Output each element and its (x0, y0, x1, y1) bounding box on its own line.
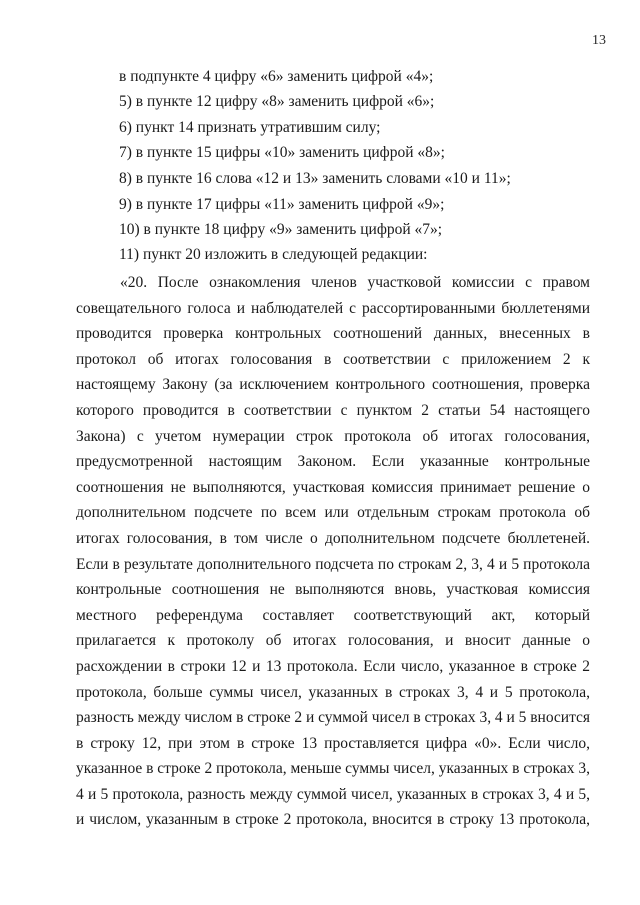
paragraph-line: настоящему Закону (за исключением контрольного соотношения, проверка (76, 376, 590, 394)
paragraph-line: и числом, указанным в строке 2 протокола, вносится в строку 13 протокола, (76, 811, 590, 829)
list-item: 9) в пункте 17 цифры «11» заменить цифрой «9»; (119, 196, 445, 213)
paragraph-line: которого проводится в соответствии с пунктом 2 статьи 54 настоящего (76, 401, 590, 419)
paragraph-line: прилагается к протоколу об итогах голосования, и вносит данные о (76, 632, 590, 650)
paragraph-line: протокол об итогах голосования в соответствии с приложением 2 к (76, 350, 590, 368)
paragraph-line: совещательного голоса и наблюдателей с рассортированными бюллетенями (76, 299, 590, 317)
paragraph-line: соотношения не выполняются, участковая комиссия принимает решение о (76, 478, 590, 496)
paragraph-20 (76, 270, 590, 833)
paragraph-line: местного референдума составляет соответствующий акт, который (76, 606, 590, 624)
paragraph-line: протокола, больше суммы чисел, указанных в строках 3, 4 и 5 протокола, (76, 683, 590, 701)
page-number: 13 (592, 33, 606, 48)
list-item: 5) в пункте 12 цифру «8» заменить цифрой «6»; (119, 93, 435, 110)
paragraph-line: в строку 12, при этом в строке 13 проставляется цифра «0». Если число, (76, 734, 590, 752)
list-item: 11) пункт 20 изложить в следующей редакции: (119, 246, 428, 263)
list-item: 10) в пункте 18 цифру «9» заменить цифрой «7»; (119, 221, 443, 238)
paragraph-line: итогах голосования, в том числе о дополнительном подсчете бюллетеней. (76, 529, 590, 547)
paragraph-line: дополнительном подсчете по всем или отдельным строкам протокола об (76, 504, 590, 522)
list-item: в подпункте 4 цифру «6» заменить цифрой «4»; (119, 68, 434, 85)
paragraph-line: контрольные соотношения не выполняются вновь, участковая комиссия (76, 581, 590, 599)
paragraph-line: указанное в строке 2 протокола, меньше суммы чисел, указанных в строках 3, (76, 760, 590, 778)
list-item: 6) пункт 14 признать утратившим силу; (119, 119, 381, 136)
list-item: 7) в пункте 15 цифры «10» заменить цифрой «8»; (119, 144, 445, 161)
paragraph-line: «20. После ознакомления членов участковой комиссии с правом (120, 274, 590, 291)
paragraph-line: проводится проверка контрольных соотношений данных, внесенных в (76, 325, 590, 343)
paragraph-line: предусмотренной настоящим Законом. Если указанные контрольные (76, 453, 590, 471)
paragraph-line: 4 и 5 протокола, разность между суммой чисел, указанных в строках 3, 4 и 5, (76, 785, 590, 803)
paragraph-line: разность между числом в строке 2 и суммой чисел в строках 3, 4 и 5 вносится (76, 709, 590, 727)
paragraph-line: Если в результате дополнительного подсчета по строкам 2, 3, 4 и 5 протокола (76, 555, 590, 573)
paragraph-line: Закона) с учетом нумерации строк протокола об итогах голосования, (76, 427, 590, 445)
list-item: 8) в пункте 16 слова «12 и 13» заменить словами «10 и 11»; (119, 170, 511, 187)
paragraph-line: расхождении в строки 12 и 13 протокола. Если число, указанное в строке 2 (76, 657, 590, 675)
